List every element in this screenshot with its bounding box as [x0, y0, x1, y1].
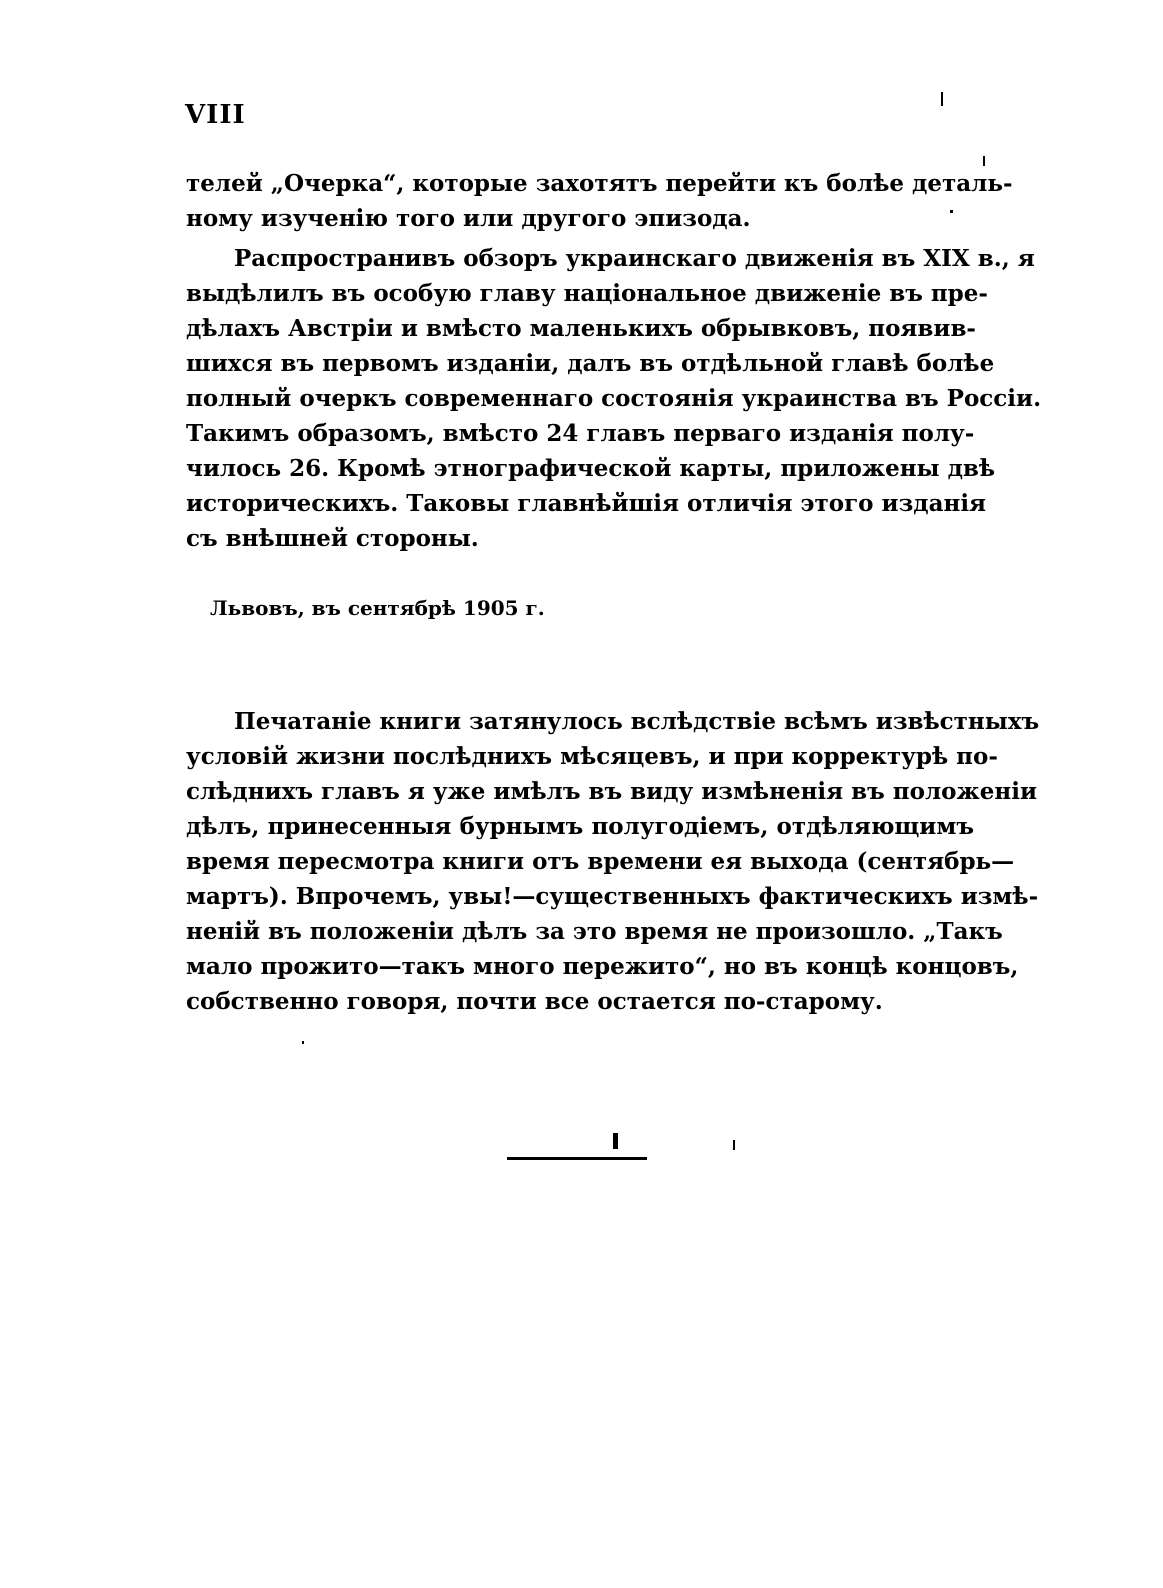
text-line: мартъ). Впрочемъ, увы!—существенныхъ фактическихъ измѣ- — [186, 883, 1039, 910]
text-line: собственно говоря, почти все остается по-старому. — [186, 988, 883, 1015]
closing-rule — [507, 1157, 647, 1160]
text-line: слѣднихъ главъ я уже имѣлъ въ виду измѣненія въ положеніи — [186, 778, 1037, 805]
paragraph-revision-notes — [186, 241, 1042, 556]
text-line: шихся въ первомъ изданіи, далъ въ отдѣльной главѣ болѣе — [186, 350, 995, 377]
text-line: выдѣлилъ въ особую главу національное движеніе въ пре- — [186, 280, 988, 307]
text-line: чилось 26. Кромѣ этнографической карты, приложены двѣ — [186, 455, 996, 482]
print-speck — [950, 210, 953, 213]
text-line: мало прожито—такъ много пережито“, но въ концѣ концовъ, — [186, 953, 1019, 980]
page-number: VIII — [185, 100, 246, 130]
text-line: условій жизни послѣднихъ мѣсяцевъ, и при корректурѣ по- — [186, 743, 998, 770]
text-line: Печатаніе книги затянулось вслѣдствіе всѣмъ извѣстныхъ — [234, 708, 1040, 735]
print-speck — [613, 1133, 618, 1149]
print-speck — [733, 1140, 735, 1150]
text-line: дѣлъ, принесенныя бурнымъ полугодіемъ, отдѣляющимъ — [186, 813, 974, 840]
print-speck — [302, 1041, 304, 1044]
text-line: ному изученію того или другого эпизода. — [186, 205, 751, 232]
place-date-signature: Львовъ, въ сентябрѣ 1905 г. — [210, 596, 545, 620]
text-line: историческихъ. Таковы главнѣйшія отличія этого изданія — [186, 490, 987, 517]
text-line: неній въ положеніи дѣлъ за это время не произошло. „Такъ — [186, 918, 1003, 945]
paragraph-postscript — [186, 704, 1040, 1019]
text-line: время пересмотра книги отъ времени ея выхода (сентябрь— — [186, 848, 1015, 875]
text-line: телей „Очерка“, которые захотятъ перейти къ болѣе деталь- — [186, 170, 1013, 197]
text-line: Такимъ образомъ, вмѣсто 24 главъ перваго изданія полу- — [186, 420, 975, 447]
text-line: съ внѣшней стороны. — [186, 525, 479, 552]
paragraph-continued — [186, 166, 1013, 236]
text-line: Распространивъ обзоръ украинскаго движенія въ XIX в., я — [234, 245, 1035, 272]
print-speck — [941, 92, 943, 106]
text-line: полный очеркъ современнаго состоянія украинства въ Россіи. — [186, 385, 1042, 412]
print-speck — [983, 156, 985, 166]
text-line: дѣлахъ Австріи и вмѣсто маленькихъ обрывковъ, появив- — [186, 315, 976, 342]
